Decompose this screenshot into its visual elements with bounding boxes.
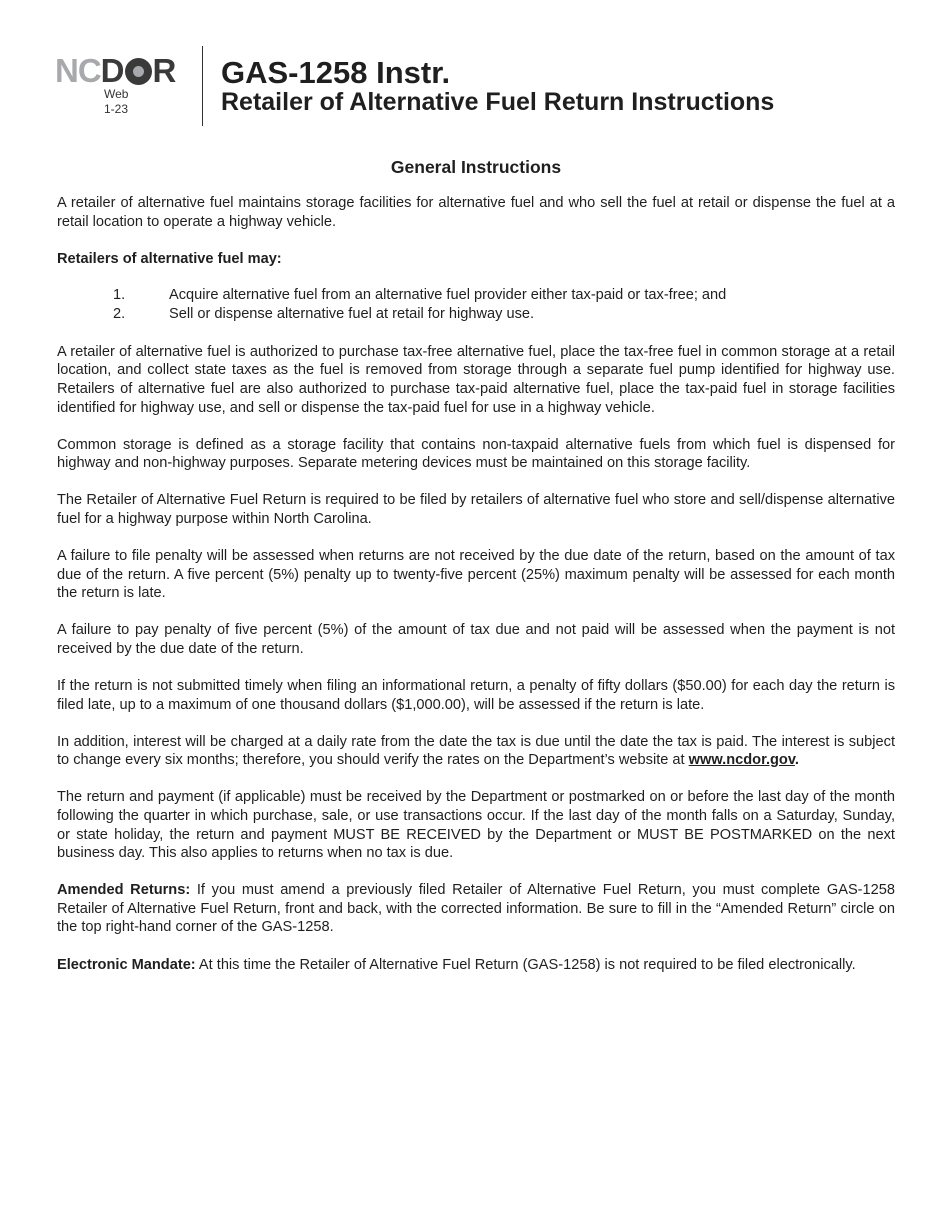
electronic-mandate-label: Electronic Mandate: [57,956,196,973]
interest-text: In addition, interest will be charged at a daily rate from the date the tax is due until the date the tax is paid. The interest is subject to change every six months; therefore, you should verify the rates on the Department’s website at [57,733,895,769]
paragraph-informational-return: If the return is not submitted timely when filing an informational return, a penalty of fifty dollars ($50.00) for each day the return is filed late, up to a maximum of one thousand dollars ($1,000.00), will be assessed if the return is late. [57,678,895,713]
paragraph-amended-returns [57,881,895,937]
paragraph-authorized: A retailer of alternative fuel is authorized to purchase tax-free alternative fuel, place the tax-free fuel in common storage at a retail location, and collect state taxes as the fuel is removed from storage through a separate fuel pump identified for highway use. Retailers of alternative fuel are also authorized to purchase tax-paid alternative fuel, place the tax-paid fuel in storage facilities identified for highway use, and sell or dispense the tax-paid fuel for use in a highway vehicle. [57,343,895,416]
list-item [57,286,895,305]
paragraph-interest [57,733,895,770]
amended-returns-text: If you must amend a previously filed Retailer of Alternative Fuel Return, you must complete GAS-1258 Retailer of Alternative Fuel Return, front and back, with the corrected information. Be sure to fill in the “Amended Return” circle on the top right-hand corner of the GAS-1258. [57,882,896,936]
electronic-mandate-text: At this time the Retailer of Alternative Fuel Return (GAS-1258) is not required to be filed electronically. [195,956,856,973]
retailer-permissions-list [57,286,895,324]
instructions-body [57,155,895,993]
ncdor-website-link[interactable]: www.ncdor.gov [688,752,795,769]
paragraph-failure-to-file: A failure to file penalty will be assessed when returns are not received by the due date of the return, based on the amount of tax due of the return. A five percent (5%) penalty up to twenty-five percent (25%) maximum penalty will be assessed for each month the return is late. [57,548,895,602]
list-item [57,305,895,324]
header-divider [202,46,203,126]
logo-o-mark [125,58,152,85]
section-heading: General Instructions [390,157,562,177]
form-title: Retailer of Alternative Fuel Return Instructions [221,88,775,116]
list-heading: Retailers of alternative fuel may: [57,250,282,267]
list-item-text: Sell or dispense alternative fuel at retail for highway use. [169,306,535,323]
paragraph-filing-required: The Retailer of Alternative Fuel Return is required to be filed by retailers of alternative fuel who store and sell/dispense alternative fuel for a highway purpose within North Carolina. [57,492,895,527]
page-header [0,0,950,140]
form-id: GAS-1258 Instr. [221,55,451,90]
paragraph-intro: A retailer of alternative fuel maintains storage facilities for alternative fuel and who sell the fuel at retail or dispense the fuel at a retail location to operate a highway vehicle. [57,195,895,230]
list-item-number: 2. [113,306,126,323]
list-item-number: 1. [113,287,126,304]
logo-nc-text: NC [55,52,101,89]
list-item-text: Acquire alternative fuel from an alternative fuel provider either tax-paid or tax-free; and [169,287,727,304]
amended-returns-label: Amended Returns: [57,882,191,899]
edition-line-date: 1-23 [104,102,129,116]
paragraph-due-date: The return and payment (if applicable) must be received by the Department or postmarked on or before the last day of the month following the quarter in which purchase, sale, or use transactions occur. If the last day of the month falls on a Saturday, Sunday, or state holiday, the return and payment MUST BE RECEIVED by the Department or MUST BE POSTMARKED on the next business day. This also applies to returns when no tax is due. [57,789,895,862]
edition-line-web: Web [104,87,129,101]
edition-label [104,87,128,117]
paragraph-failure-to-pay: A failure to pay penalty of five percent (5%) of the amount of tax due and not paid will be assessed when the payment is not received by the due date of the return. [57,622,895,657]
interest-period: . [794,752,799,769]
ncdor-logo [55,54,185,88]
paragraph-common-storage: Common storage is defined as a storage facility that contains non-taxpaid alternative fuels from which fuel is dispensed for highway and non-highway purposes. Separate metering devices must be maintained on this storage facility. [57,436,895,472]
logo-d-text: D [100,52,124,89]
logo-r-text: R [152,52,176,89]
paragraph-electronic-mandate [57,956,895,975]
